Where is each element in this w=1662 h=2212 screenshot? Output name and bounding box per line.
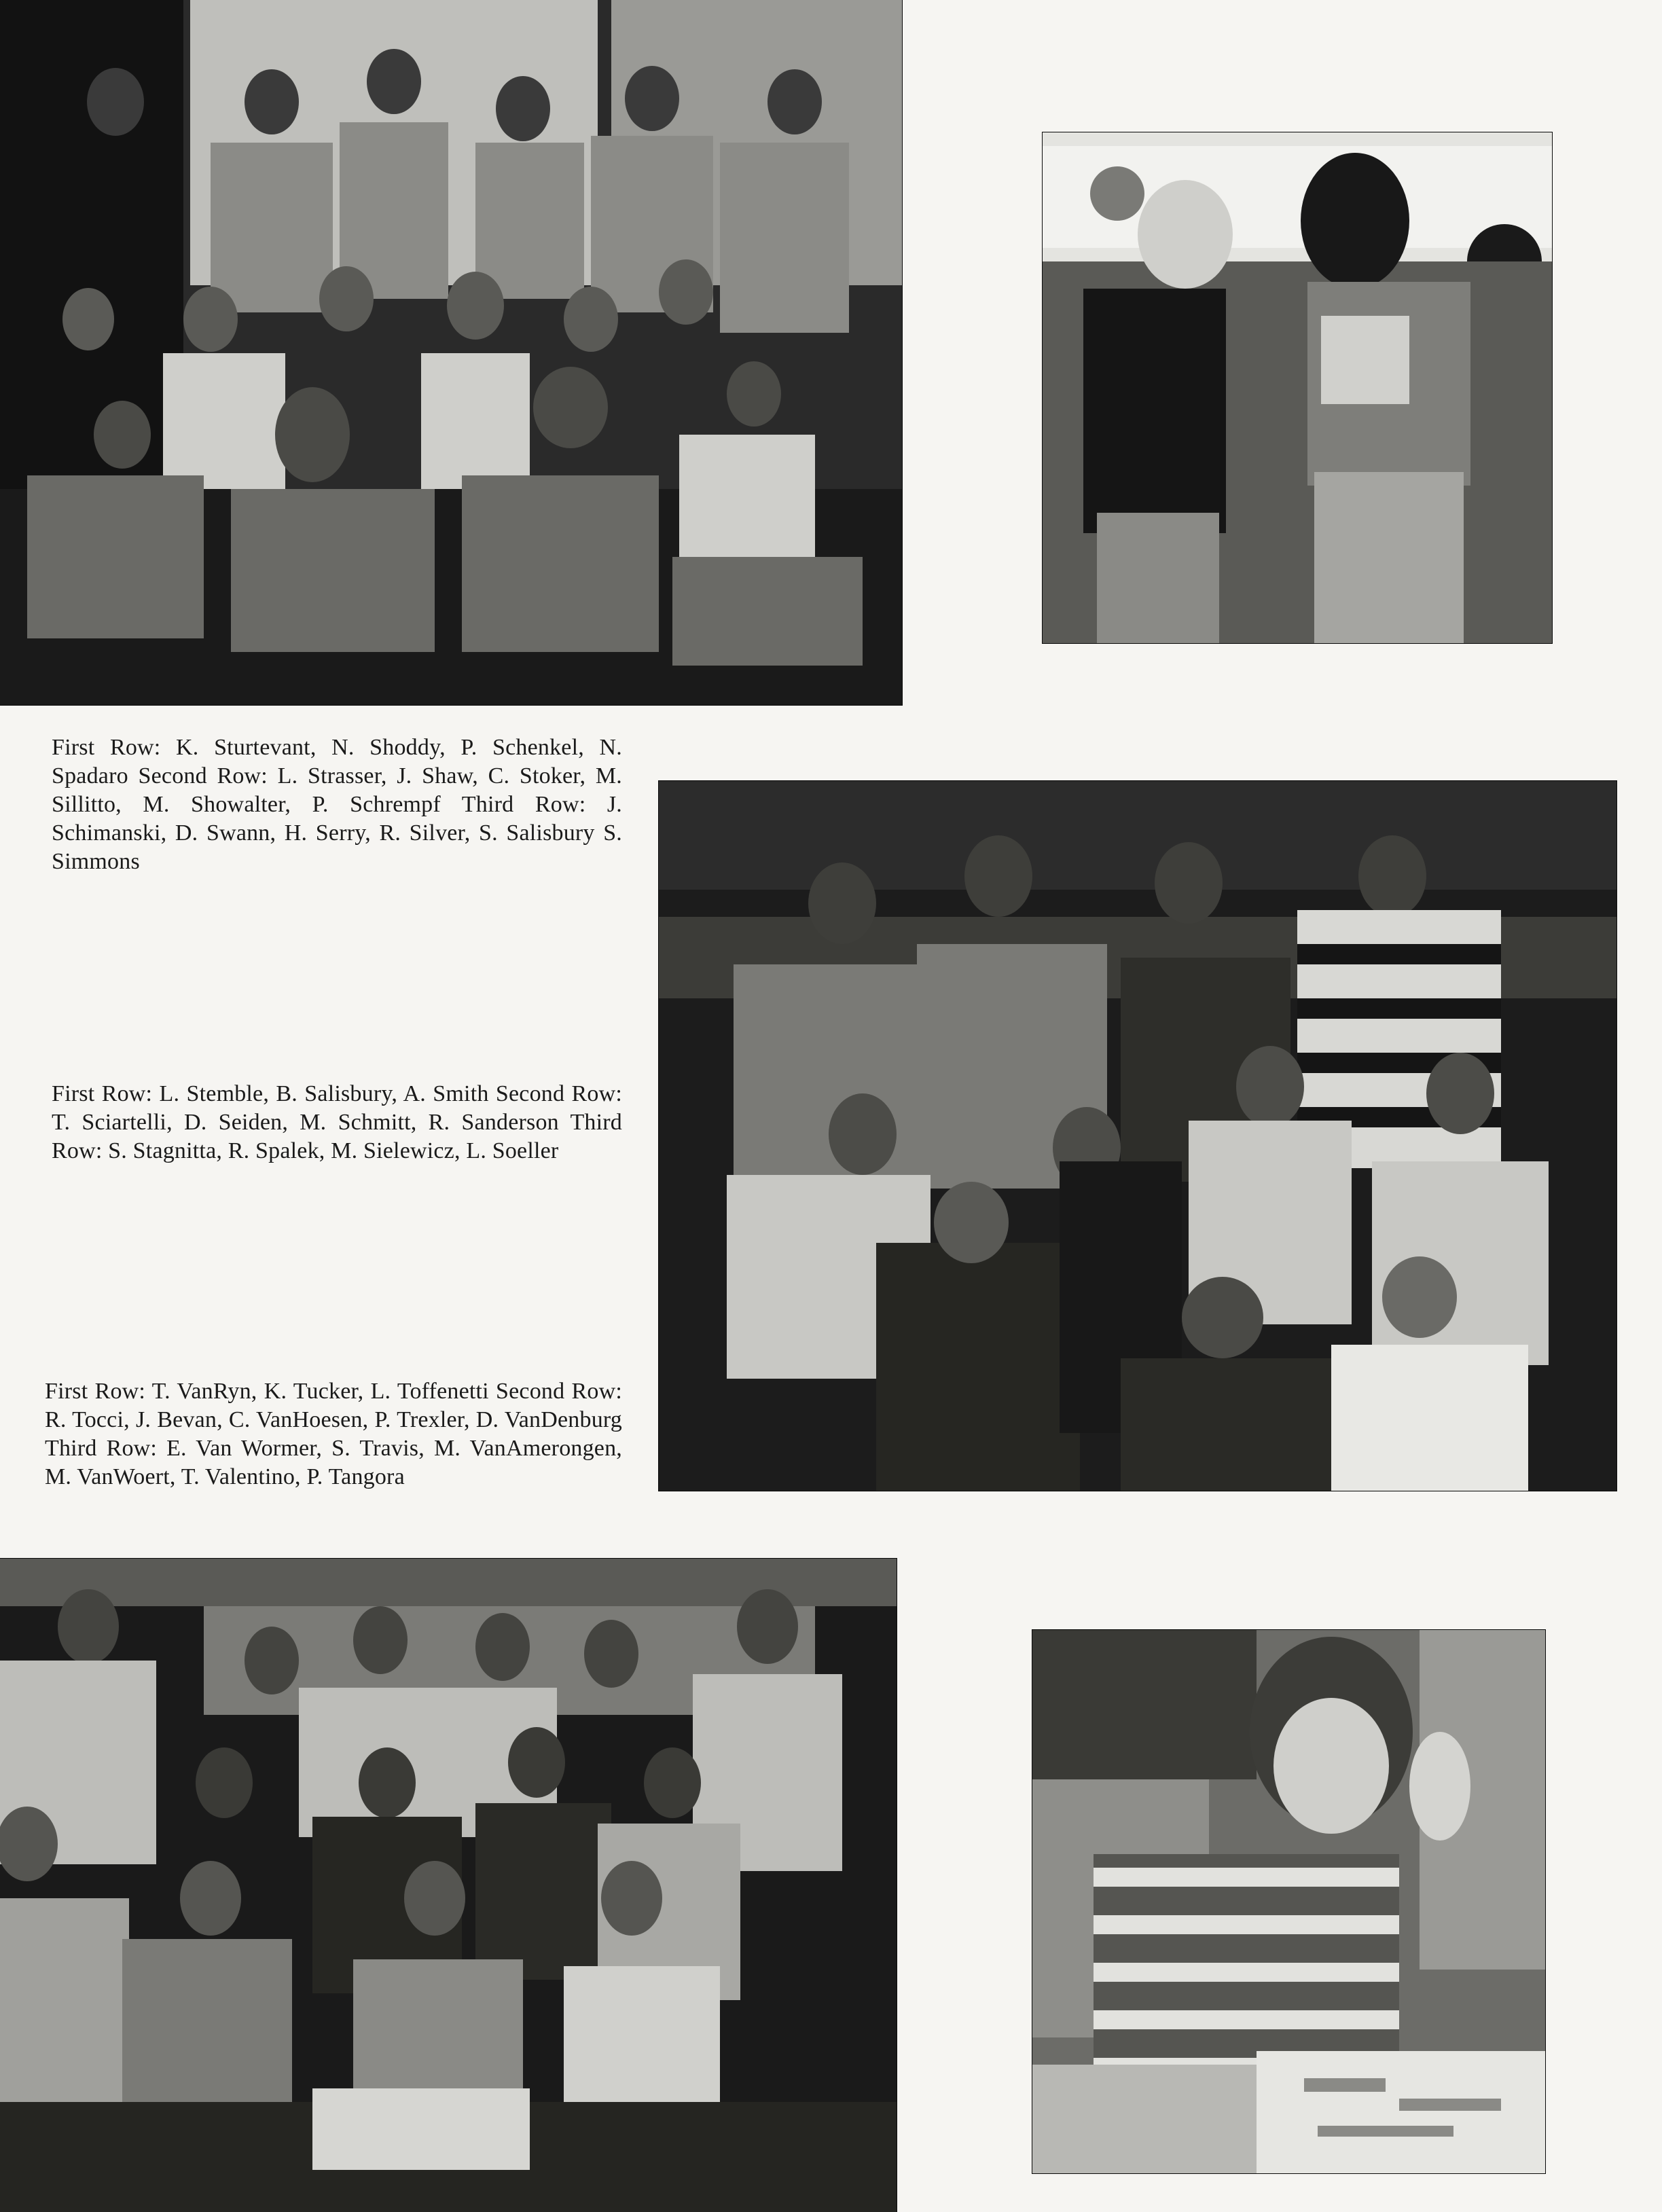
candid-photo-icon <box>1043 132 1552 643</box>
group-photo-middle-right <box>659 781 1616 1491</box>
candid-photo-icon <box>1032 1630 1545 2173</box>
caption-group-3: First Row: T. VanRyn, K. Tucker, L. Toffenetti Second Row: R. Tocci, J. Bevan, C. VanHoesen, P. Trexler, D. VanDenburg Third Row: E. Van Wormer, S. Travis, M. VanAmerongen, M. VanWoert, T. Valentino, P. Tangora <box>45 1379 622 1489</box>
group-photo-top-left <box>0 0 902 705</box>
group-photo-bottom-left <box>0 1559 897 2212</box>
caption-group-2: First Row: L. Stemble, B. Salisbury, A. Smith Second Row: T. Sciartelli, D. Seiden, M. Schmitt, R. Sanderson Third Row: S. Stagnitta, R. Spalek, M. Sielewicz, L. Soeller <box>52 1081 622 1163</box>
group-photo-icon <box>0 0 902 705</box>
group-photo-icon <box>659 781 1616 1491</box>
candid-photo-bottom-right <box>1032 1630 1545 2173</box>
candid-photo-top-right <box>1043 132 1552 643</box>
caption-group-1: First Row: K. Sturtevant, N. Shoddy, P. Schenkel, N. Spadaro Second Row: L. Strasser, J. Shaw, C. Stoker, M. Sillitto, M. Showalter, P. Schrempf Third Row: J. Schimanski, D. Swann, H. Serry, R. Silver, S. Salisbury S. Simmons <box>52 735 622 874</box>
group-photo-icon <box>0 1559 897 2212</box>
